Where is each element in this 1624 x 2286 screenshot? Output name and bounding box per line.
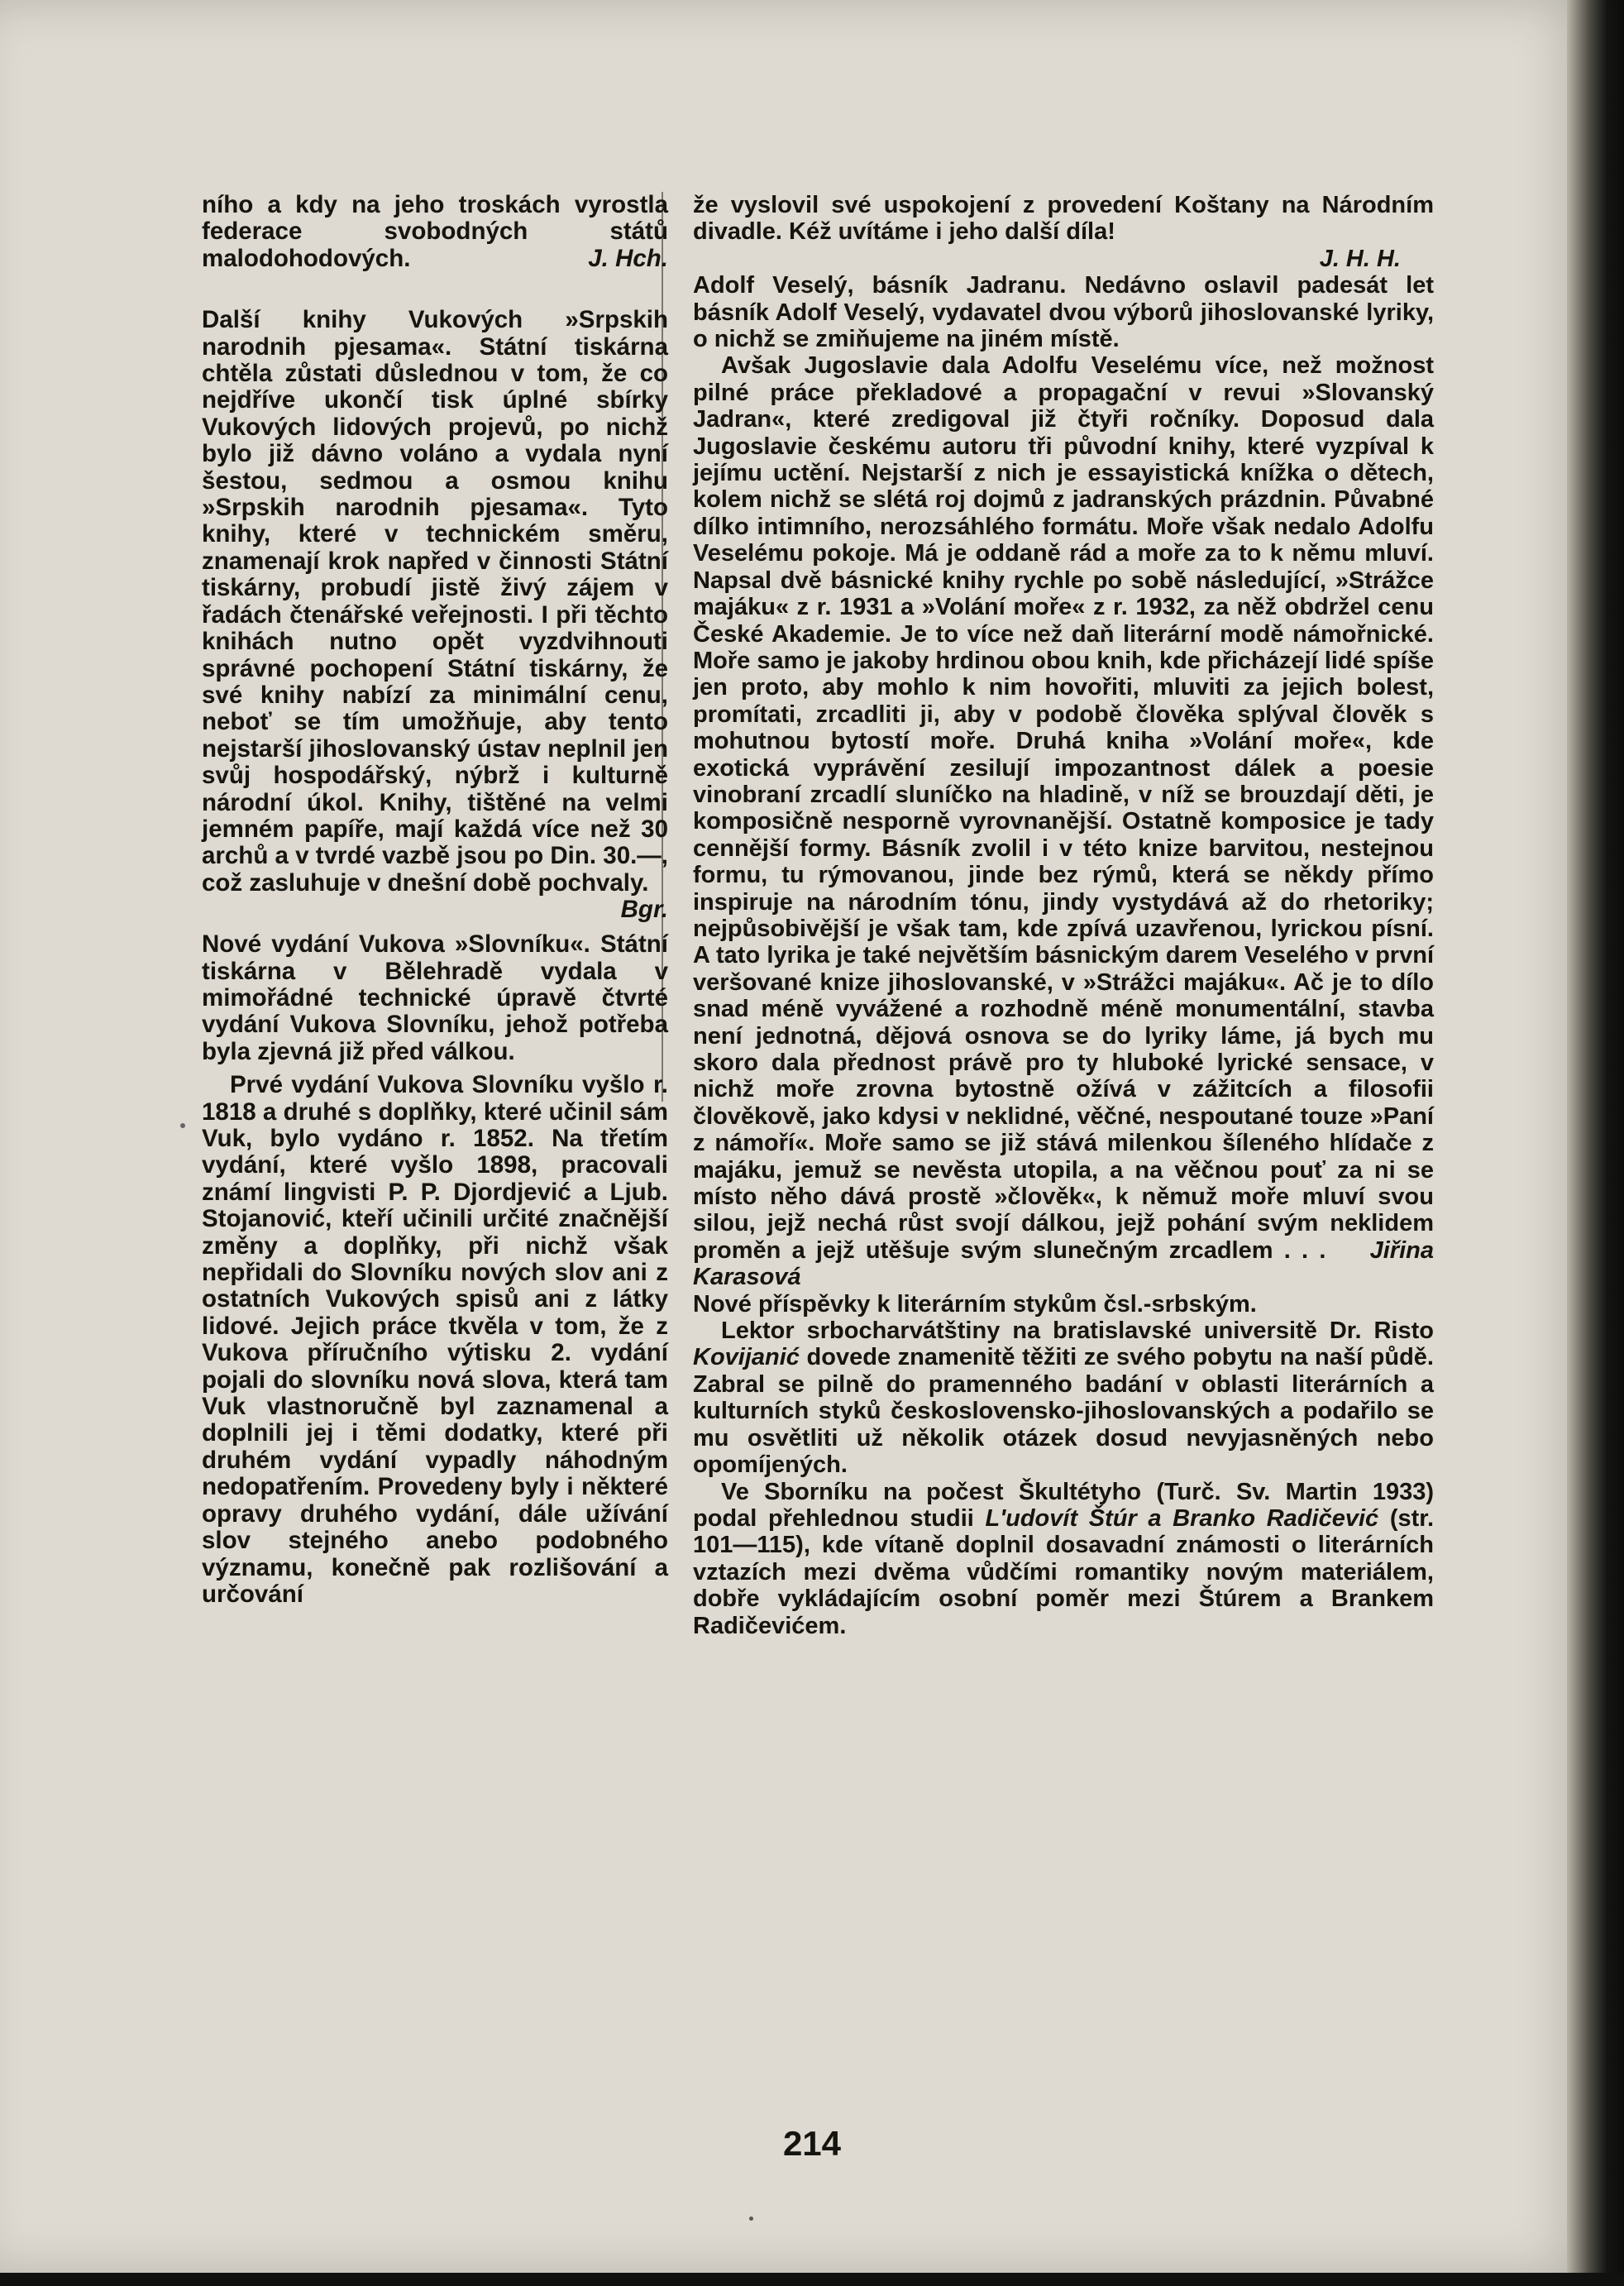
article-heading: Adolf Veselý, básník Jadranu. xyxy=(693,272,1067,299)
left-continued-paragraph: ního a kdy na jeho troskách vyrostla federace svobodných států malodohodových. J. Hch. xyxy=(202,191,668,272)
article-vuk-dictionary: Nové vydání Vukova »Slovníku«. Státní tiskárna v Bělehradě vydala v mimořádné technické úpravě čtvrté vydání Vukova Slovníku, jehož potřeba byla zjevná již před válkou. xyxy=(202,930,668,1065)
right-continued-paragraph: že vyslovil své uspokojení z provedení Koštany na Národním divadle. Kéž uvítáme i jeho další díla! xyxy=(693,192,1434,246)
signature-bgr: Bgr. xyxy=(620,896,668,924)
right-column xyxy=(693,192,1434,1639)
paragraph: Ve Sborníku na počest Škultétyho (Turč. Sv. Martin 1933) podal přehlednou studii L'udovít Štúr a Branko Radičević (str. 101—115), kde vítaně doplnil dosavadní známosti o literárních vztazích mezi dvěma vůdčími romantiky novým materiálem, dobře vykládajícím osobní poměr mezi Štúrem a Brankem Radičevićem. xyxy=(693,1478,1434,1639)
book-spine xyxy=(1567,0,1624,2286)
paragraph: Prvé vydání Vukova Slovníku vyšlo r. 1818 a druhé s doplňky, které učinil sám Vuk, bylo vydáno r. 1852. Na třetím vydání, které vyšlo 1898, pracovali známí lingvisti P. P. Djordjević a Ljub. Stojanović, kteří učinili určité značnější změny a doplňky, při nichž však nepřidali do Slovníku nových slov ani z ostatních Vukových spisů ani z látky lidové. Jejich práce tkvěla v tom, že z Vukova příručního výtisku 2. vydání pojali do slovníku nová slova, která tam Vuk vlastnoručně byl zaznamenal a doplnili jej i těmi dodatky, které při druhém vydání vypadly náhodným nedopatřením. Provedeny byly i některé opravy druhého vydání, dále užívání slov stejného anebo podobného významu, konečně pak rozlišování a určování xyxy=(202,1071,668,1608)
article-vuk-songs: Další knihy Vukových »Srpskih narodnih pjesama«. Státní tiskárna chtěla zůstati důslednou v tom, že co nejdříve ukončí tisk úplné sbírky Vukových lidových projevů, po nichž bylo již dávno voláno a vydala nyní šestou, sedmou a osmou knihu »Srpskih narodnih pjesama«. Tyto knihy, které v technickém směru, znamenají krok napřed v činnosti Státní tiskárny, probudí jistě živý zájem v řadách čtenářské veřejnosti. I při těchto knihách nutno opět vyzdvihnouti správné pochopení Státní tiskárny, že své knihy nabízí za minimální cenu, neboť se tím umožňuje, aby tento nejstarší jihoslovanský ústav neplnil jen svůj hospodářský, nýbrž i kulturně národní úkol. Knihy, tištěné na velmi jemném papíře, mají každá více než 30 archů a v tvrdé vazbě jsou po Din. 30.—, což zasluhuje v dnešní době pochvaly. Bgr. xyxy=(202,306,668,924)
page-number: 214 xyxy=(782,2124,842,2163)
scan-bottom-edge xyxy=(0,2273,1624,2286)
paragraph: Lektor srbocharvátštiny na bratislavské universitě Dr. Risto Kovijanić dovede znamenitě těžiti ze svého pobytu na naší půdě. Zabral se pilně do pramenného badání v oblasti literárních a kulturních styků československo-jihoslovanských a podařilo se mu osvětliti už několik otázek dosud nevyjasněných nebo opomíjených. xyxy=(693,1318,1434,1479)
article-heading: Další knihy Vukových »Srpskih narodnih pjesama«. xyxy=(202,306,668,361)
scan-speck xyxy=(749,2217,753,2221)
signature-jhh: J. H. H. xyxy=(1319,245,1401,272)
article-heading: Nové vydání Vukova »Slovníku«. xyxy=(202,930,590,959)
left-column xyxy=(202,192,668,1608)
signature-karasova: Jiřina Karasová xyxy=(693,1236,1434,1291)
signature-jhch: J. Hch. xyxy=(588,244,668,272)
article-heading: Nové příspěvky k literárním stykům čsl.-srbským. xyxy=(693,1290,1257,1318)
scan-speck xyxy=(180,1123,185,1128)
article-adolf-vesely: Adolf Veselý, básník Jadranu. Nedávno oslavil padesát let básník Adolf Veselý, vydavatel dvou výborů jihoslovanské lyriky, o nichž se zmiňujeme na jiném místě. xyxy=(693,272,1435,353)
study-title: L'udovít Štúr a Branko Radičević xyxy=(985,1504,1379,1532)
paragraph: Avšak Jugoslavie dala Adolfu Veselému více, než možnost pilné práce překladové a propagační v revui »Slovanský Jadran«, které zredigoval již čtyři ročníky. Doposud dala Jugoslavie českému autoru tři původní knihy, které vyzpíval k jejímu uctění. Nejstarší z nich je essayistická knížka o dětech, kolem nichž se slétá roj dojmů z jadranských prázdnin. Půvabné dílko intimního, nerozsáhlého formátu. Moře však nedalo Adolfu Veselému pokoje. Má je oddaně rád a moře za to k němu mluví. Napsal dvě básnické knihy rychle po sobě následující, »Strážce majáku« z r. 1931 a »Volání moře« z r. 1932, za něž obdržel cenu České Akademie. Je to více než daň literární modě námořnické. Moře samo je jakoby hrdinou obou knih, kde přicházejí lidé spíše jen proto, aby mohlo k nim hovořiti, mluviti za jejich bolest, promítati, zrcadliti ji, aby v podobě člověka splýval člověk s mohutnou bytostí moře. Druhá kniha »Volání moře«, kde exotická vyprávění zesilují impozantnost dálek a poesie vinobraní zrcadlí sluníčko na hladině, v níž se brouzdají děti, je komposičně nesporně vyrovnanější. Ostatně komposice je tady cennější formy. Básník zvolil i v této knize barvitou, nestejnou formu, tu rýmovanou, jinde bez rýmů, která se někdy přímo inspiruje na národním tónu, jindy vystydává až do rhetoriky; nejpůsobivější je však tam, kde zpívá uzavřenou, lyrickou písní. A tato lyrika je také největším básnickým darem Veselého v první veršované knize jihoslovanské, v »Strážci majáku«. Ač je to dílo snad méně vyvážené a rozhodně méně monumentální, stavba není jednotná, dějová osnova se do lyriky láme, já bych mu skoro dala přednost právě pro ty hluboké lyrické sensace, v nichž moře zrovna bytostně ožívá v zážitcích a filosofii člověkově, jako kdysi v neklidné, věčné, nespoutané touze »Paní z námoří«. Moře samo se již stává milenkou šíleného hlídače z majáku, jemuž se nevěsta utopila, a na věčnou pouť za ni se místo něho dává prostě »člověk«, k němuž moře mluví svou silou, jejž nechá růst svojí dálkou, jejž pohání svým neklidem proměn a jejž utěšuje svým slunečným zrcadlem . . . Jiřina Karasová xyxy=(693,352,1434,1291)
person-name: Kovijanić xyxy=(693,1344,800,1371)
